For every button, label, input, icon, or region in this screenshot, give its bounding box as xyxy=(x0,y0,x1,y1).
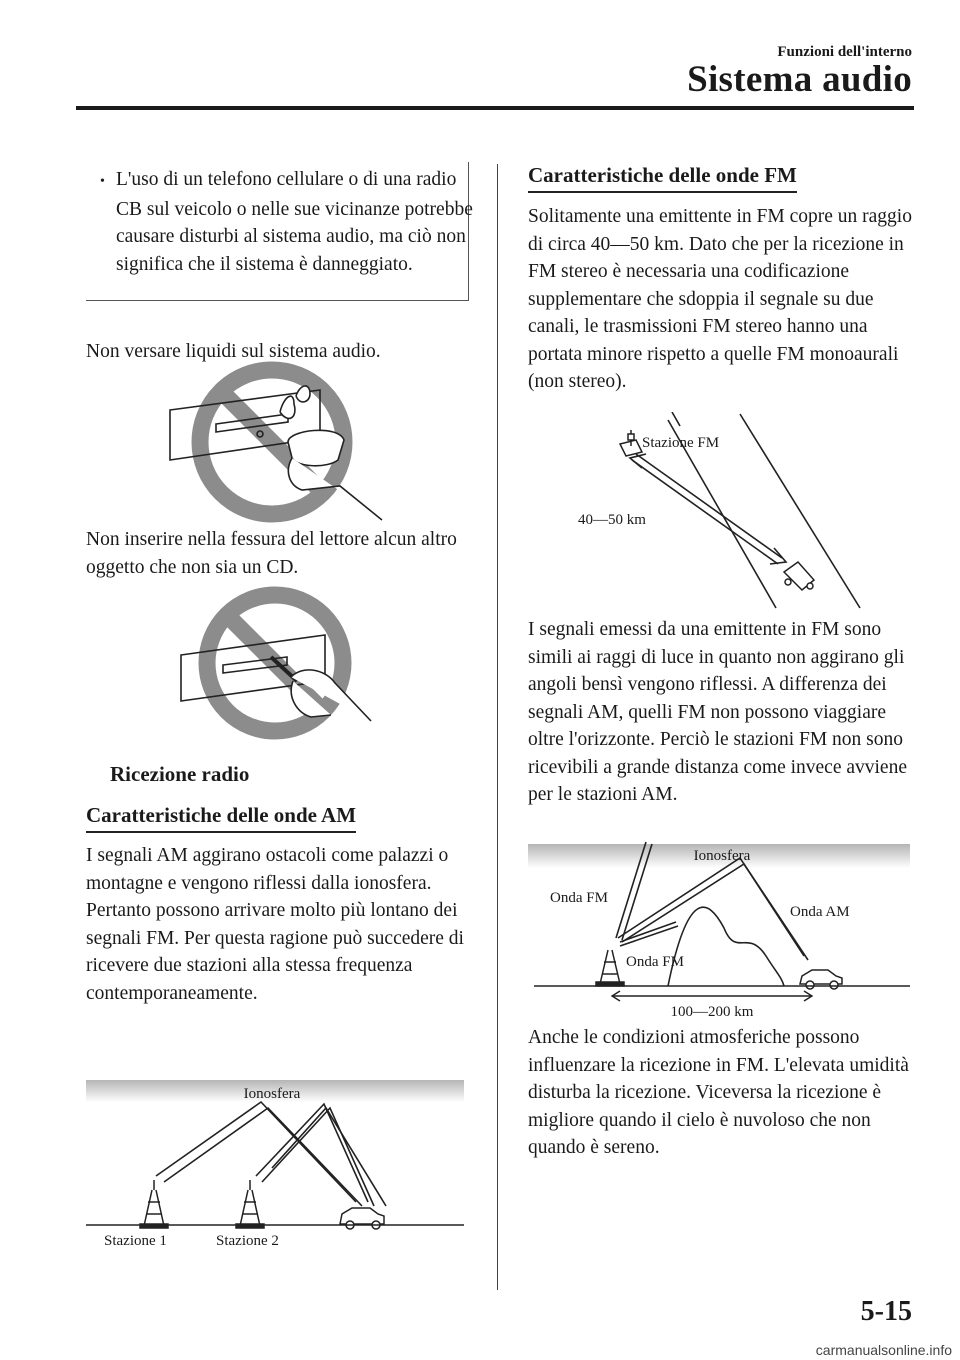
fm-range-label: 40―50 km xyxy=(578,512,646,528)
fm-paragraph-3: Anche le condizioni atmosferiche possono influenzare la ricezione in FM. L'elevata umidità disturba la ricezione. Viceversa la ricezione è migliore quando il cielo è nuvoloso che non quando è sereno. xyxy=(528,1027,909,1158)
tower-icon xyxy=(596,950,624,986)
section-title: Ricezione radio xyxy=(110,762,250,786)
note-text: L'uso di un telefono cellulare o di una radio CB sul veicolo o nelle sue vicinanze potrebbe causare disturbi al sistema audio, ma ciò non significa che il sistema è danneggiato. xyxy=(116,169,473,275)
fm-wave-bottom-label: Onda FM xyxy=(626,954,684,970)
fm-range-diagram xyxy=(570,412,870,612)
am-wave-paths xyxy=(156,1102,386,1206)
no-objects-illustration xyxy=(175,585,385,745)
fm-heading: Caratteristiche delle onde FM xyxy=(528,162,797,193)
header-rule xyxy=(76,106,914,110)
para-cd: Non inserire nella fessura del lettore alcun altro oggetto che non sia un CD. xyxy=(86,529,457,578)
distance-label: 100―200 km xyxy=(670,1004,754,1020)
am-wave-label: Onda AM xyxy=(790,904,850,920)
am-heading: Caratteristiche delle onde AM xyxy=(86,802,356,833)
page-title: Sistema audio xyxy=(687,59,912,100)
station-1-label: Stazione 1 xyxy=(104,1233,167,1249)
bullet-icon: • xyxy=(100,174,105,189)
ionosphere-label: Ionosfera xyxy=(243,1086,301,1102)
para-liquids: Non versare liquidi sul sistema audio. xyxy=(86,341,381,362)
no-liquids-illustration xyxy=(160,360,390,530)
tower-icon xyxy=(140,1180,168,1228)
car-icon xyxy=(340,1208,384,1229)
distance-arrow xyxy=(612,991,812,1001)
fm-range-arrow xyxy=(630,454,786,564)
fm-paragraph-1: Solitamente una emittente in FM copre un raggio di circa 40―50 km. Dato che per la ricezione in FM stereo è necessaria una codificazione supplementare che sdoppia il segnale su due canali, le trasmissioni FM stereo hanno una portata minore rispetto a quelle FM monoaurali (non stereo). xyxy=(528,206,912,392)
station-2-label: Stazione 2 xyxy=(216,1233,279,1249)
am-paragraph: I segnali AM aggirano ostacoli come palazzi o montagne e vengono riflessi dalla ionosfera. Pertanto possono arrivare molto più lontano dei segnali FM. Per questa ragione può succedere di ricevere due stazioni alla stessa frequenza contemporaneamente. xyxy=(86,845,464,1004)
tower-icon xyxy=(236,1180,264,1228)
fm-station-icon xyxy=(620,430,642,456)
fm-station-label: Stazione FM xyxy=(642,435,720,451)
page-number: 5-15 xyxy=(860,1296,912,1327)
note-item xyxy=(100,166,486,278)
ionosphere-label: Ionosfera xyxy=(693,848,751,864)
wave-diagram xyxy=(528,838,912,1024)
chapter-label: Funzioni dell'interno xyxy=(777,44,912,60)
fm-wave-top-label: Onda FM xyxy=(550,890,608,906)
am-diagram xyxy=(86,1078,466,1252)
watermark: carmanualsonline.info xyxy=(815,1342,952,1358)
mountain-shape xyxy=(668,907,784,986)
fm-paragraph-2: I segnali emessi da una emittente in FM sono simili ai raggi di luce in quanto non aggirano gli angoli bensì vengono riflessi. A differenza dei segnali AM, quelli FM non possono viaggiare oltre l'orizzonte. Perciò le stazioni FM non sono ricevibili a grande distanza come invece avviene per le stazioni AM. xyxy=(528,619,907,805)
column-divider xyxy=(497,164,498,1290)
car-icon xyxy=(784,562,814,590)
